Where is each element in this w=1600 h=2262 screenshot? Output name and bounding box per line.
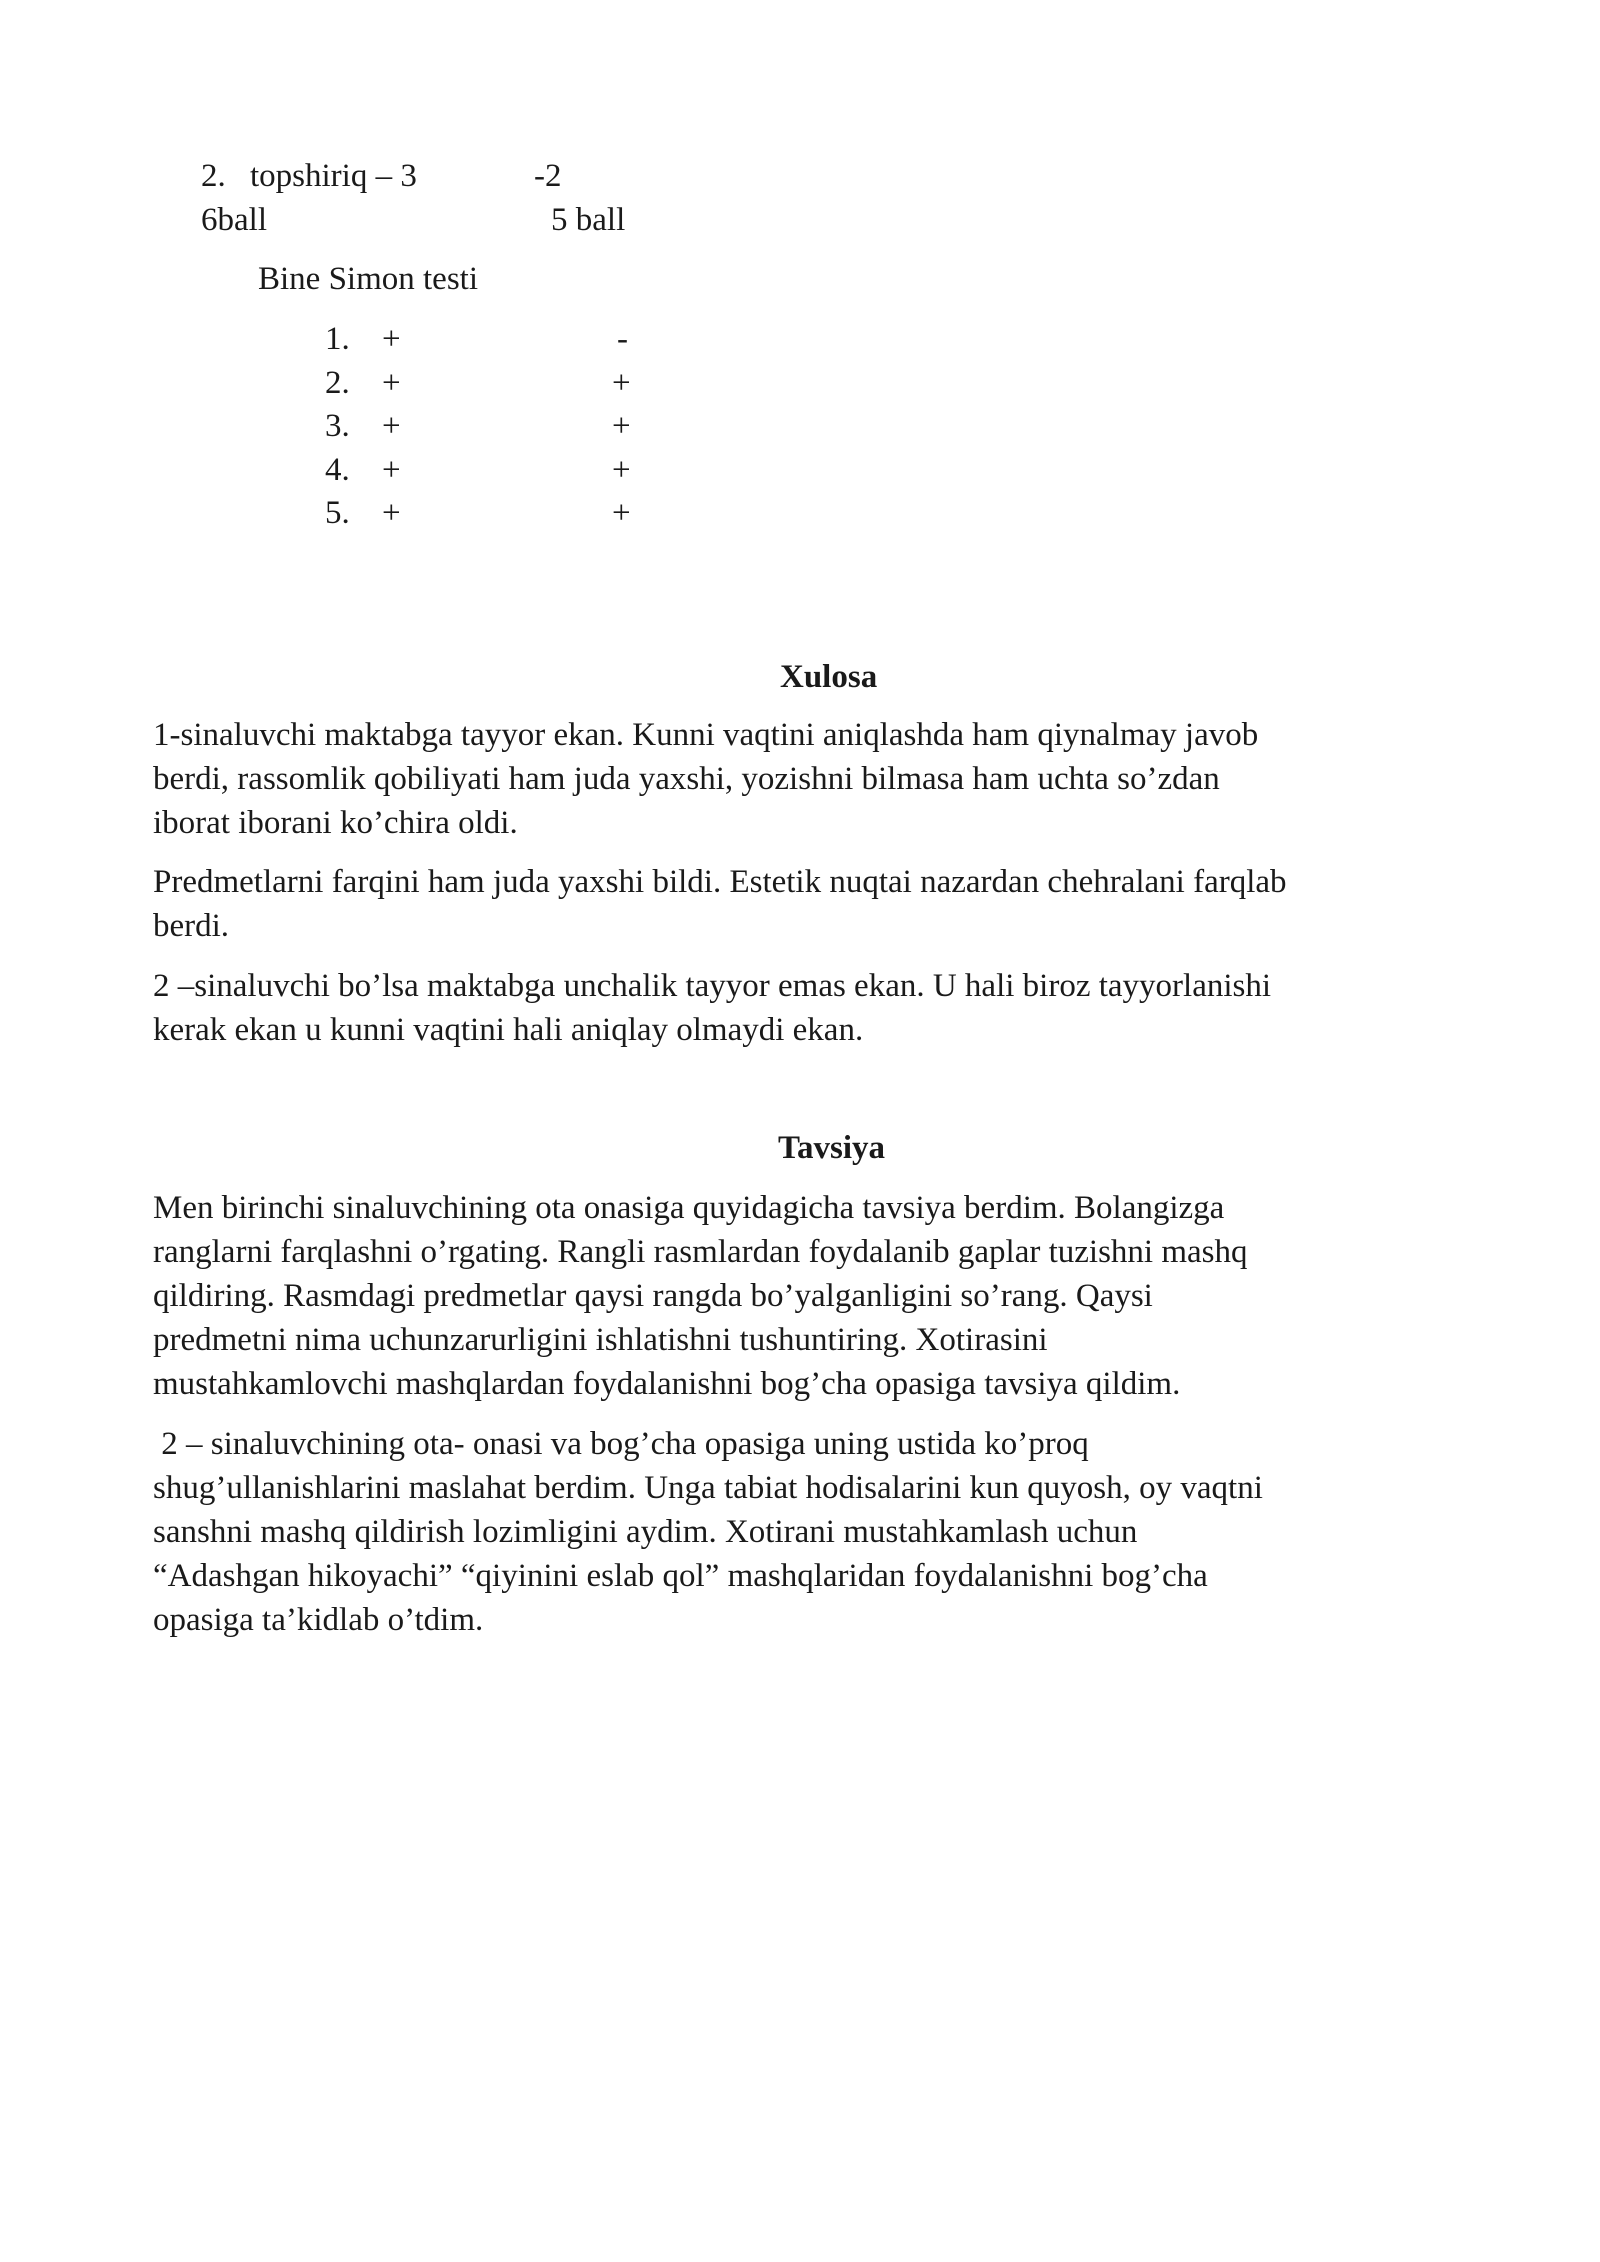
- text-line: 2 –sinaluvchi bo’lsa maktabga unchalik tayyor emas ekan. U hali biroz tayyorlanishi: [153, 968, 1272, 1004]
- text-line: berdi, rassomlik qobiliyati ham juda yaxshi, yozishni bilmasa ham uchta so’zdan: [153, 761, 1220, 797]
- xulosa-paragraph-3: [153, 964, 1473, 1052]
- xulosa-paragraph-1: [153, 713, 1473, 845]
- text-line: kerak ekan u kunni vaqtini hali aniqlay olmaydi ekan.: [153, 1012, 864, 1048]
- tavsiya-paragraph-1: [153, 1186, 1473, 1406]
- text-line: berdi.: [153, 908, 230, 944]
- row-number: 3.: [325, 408, 350, 444]
- text-line: Men birinchi sinaluvchining ota onasiga quyidagicha tavsiya berdim. Bolangizga: [153, 1190, 1225, 1226]
- row-col1: +: [382, 365, 401, 401]
- row-number: 2.: [325, 365, 350, 401]
- text-line: predmetni nima uchunzarurligini ishlatishni tushuntiring. Xotirasini: [153, 1322, 1048, 1358]
- row-col1: +: [382, 321, 401, 357]
- text-line: mustahkamlovchi mashqlardan foydalanishni bog’cha opasiga tavsiya qildim.: [153, 1366, 1181, 1402]
- tavsiya-paragraph-2: [153, 1422, 1473, 1642]
- row-col1: +: [382, 452, 401, 488]
- text-line: sanshni mashq qildirish lozimligini aydim. Xotirani mustahkamlash uchun: [153, 1514, 1138, 1550]
- text-line: Predmetlarni farqini ham juda yaxshi bildi. Estetik nuqtai nazardan chehralani farqlab: [153, 864, 1287, 900]
- xulosa-paragraph-2: [153, 860, 1473, 948]
- text-line: opasiga ta’kidlab o’tdim.: [153, 1602, 484, 1638]
- text-line: 1-sinaluvchi maktabga tayyor ekan. Kunni vaqtini aniqlashda ham qiynalmay javob: [153, 717, 1259, 753]
- text-line: 2 – sinaluvchining ota- onasi va bog’cha opasiga uning ustida ko’proq: [153, 1426, 1089, 1462]
- row-col2: +: [612, 365, 631, 401]
- row-col1: +: [382, 495, 401, 531]
- section-heading-tavsiya: Tavsiya: [778, 1130, 885, 1166]
- text-line: qildiring. Rasmdagi predmetlar qaysi rangda bo’yalganligini so’rang. Qaysi: [153, 1278, 1153, 1314]
- task-label: topshiriq – 3: [250, 158, 417, 194]
- row-number: 1.: [325, 321, 350, 357]
- row-col2: +: [612, 495, 631, 531]
- text-line: “Adashgan hikoyachi” “qiyinini eslab qol” mashqlaridan foydalanishni bog’cha: [153, 1558, 1208, 1594]
- text-line: ranglarni farqlashni o’rgating. Rangli rasmlardan foydalanib gaplar tuzishni mashq: [153, 1234, 1248, 1270]
- row-number: 4.: [325, 452, 350, 488]
- row-col2: +: [612, 452, 631, 488]
- text-line: iborat iborani ko’chira oldi.: [153, 805, 518, 841]
- task-score-a: 6ball: [201, 202, 267, 238]
- text-line: shug’ullanishlarini maslahat berdim. Unga tabiat hodisalarini kun quyosh, oy vaqtni: [153, 1470, 1263, 1506]
- row-col2: +: [612, 408, 631, 444]
- row-col1: +: [382, 408, 401, 444]
- row-number: 5.: [325, 495, 350, 531]
- task-score-b: 5 ball: [551, 202, 626, 238]
- section-heading-xulosa: Xulosa: [780, 659, 878, 695]
- task-number: 2.: [201, 158, 226, 194]
- bine-test-title: Bine Simon testi: [258, 261, 479, 297]
- row-col2: -: [617, 321, 628, 357]
- task-score-sign: -2: [534, 158, 562, 194]
